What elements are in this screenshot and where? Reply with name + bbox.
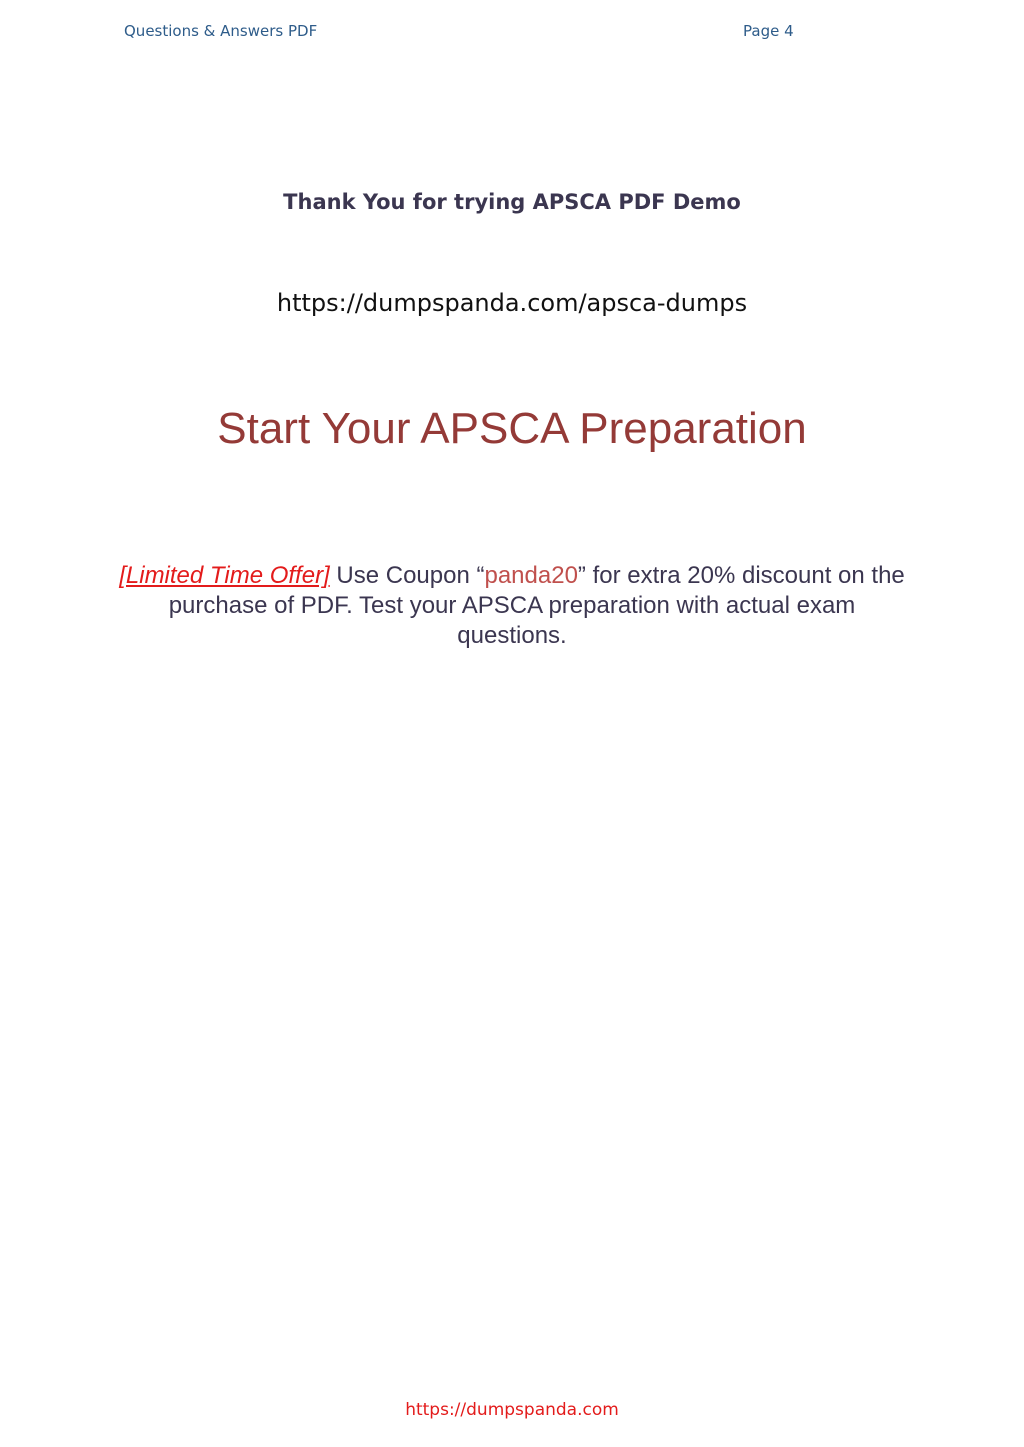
- footer-url-link[interactable]: https://dumpspanda.com: [405, 1400, 619, 1420]
- coupon-code: panda20: [484, 562, 578, 589]
- offer-text-after: ” for extra 20% discount on the purchase of PDF. Test your APSCA preparation with actual exam questions.: [168, 562, 905, 649]
- thank-you-heading: Thank You for trying APSCA PDF Demo: [283, 190, 741, 214]
- offer-paragraph: [112, 561, 912, 651]
- header-page-number: Page 4: [743, 22, 794, 40]
- limited-offer-link[interactable]: [Limited Time Offer]: [119, 562, 330, 589]
- header-document-title: Questions & Answers PDF: [124, 22, 318, 40]
- offer-text-before: Use Coupon “: [329, 562, 485, 589]
- product-url[interactable]: https://dumpspanda.com/apsca-dumps: [276, 289, 748, 317]
- start-preparation-title: Start Your APSCA Preparation: [217, 404, 807, 453]
